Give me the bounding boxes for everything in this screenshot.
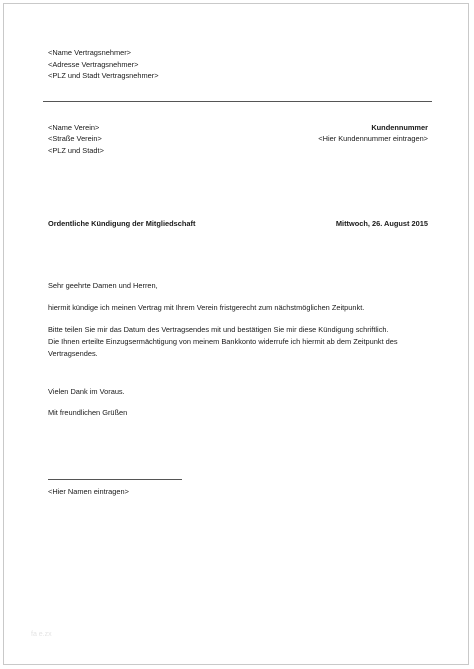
body-paragraph-2-line-2: Die Ihnen erteilte Einzugsermächtigung von meinem Bankkonto widerrufe ich hiermit ab dem Zeitpunkt des [48, 337, 398, 346]
recipient-city: <PLZ und Stadt> [48, 146, 104, 155]
header-rule [43, 101, 432, 102]
recipient-street: <Straße Verein> [48, 134, 102, 143]
letter-date: Mittwoch, 26. August 2015 [335, 219, 428, 228]
sender-city: <PLZ und Stadt Vertragsnehmer> [48, 71, 159, 80]
subject-line: Ordentliche Kündigung der Mitgliedschaft [48, 219, 196, 228]
thanks-line: Vielen Dank im Voraus. [48, 387, 125, 396]
sender-name: <Name Vertragsnehmer> [48, 48, 131, 57]
customer-number-label: Kundennummer [371, 123, 428, 132]
recipient-name: <Name Verein> [48, 123, 100, 132]
body-paragraph-2-line-1: Bitte teilen Sie mir das Datum des Vertragsendes mit und bestätigen Sie mir diese Kündigung schriftlich. [48, 325, 389, 334]
signature-name-placeholder: <Hier Namen eintragen> [48, 487, 129, 496]
body-paragraph-2-line-3: Vertragsendes. [48, 349, 98, 358]
sender-address: <Adresse Vertragsnehmer> [48, 60, 139, 69]
closing-line: Mit freundlichen Grüßen [48, 408, 128, 417]
watermark-text: fa e.zx [31, 631, 52, 638]
customer-number-value: <Hier Kundennummer eintragen> [318, 134, 428, 143]
body-paragraph-1: hiermit kündige ich meinen Vertrag mit Ihrem Verein fristgerecht zum nächstmöglichen Zeitpunkt. [48, 303, 365, 312]
letter-page [3, 3, 469, 665]
signature-line [48, 479, 182, 480]
salutation: Sehr geehrte Damen und Herren, [48, 281, 158, 290]
